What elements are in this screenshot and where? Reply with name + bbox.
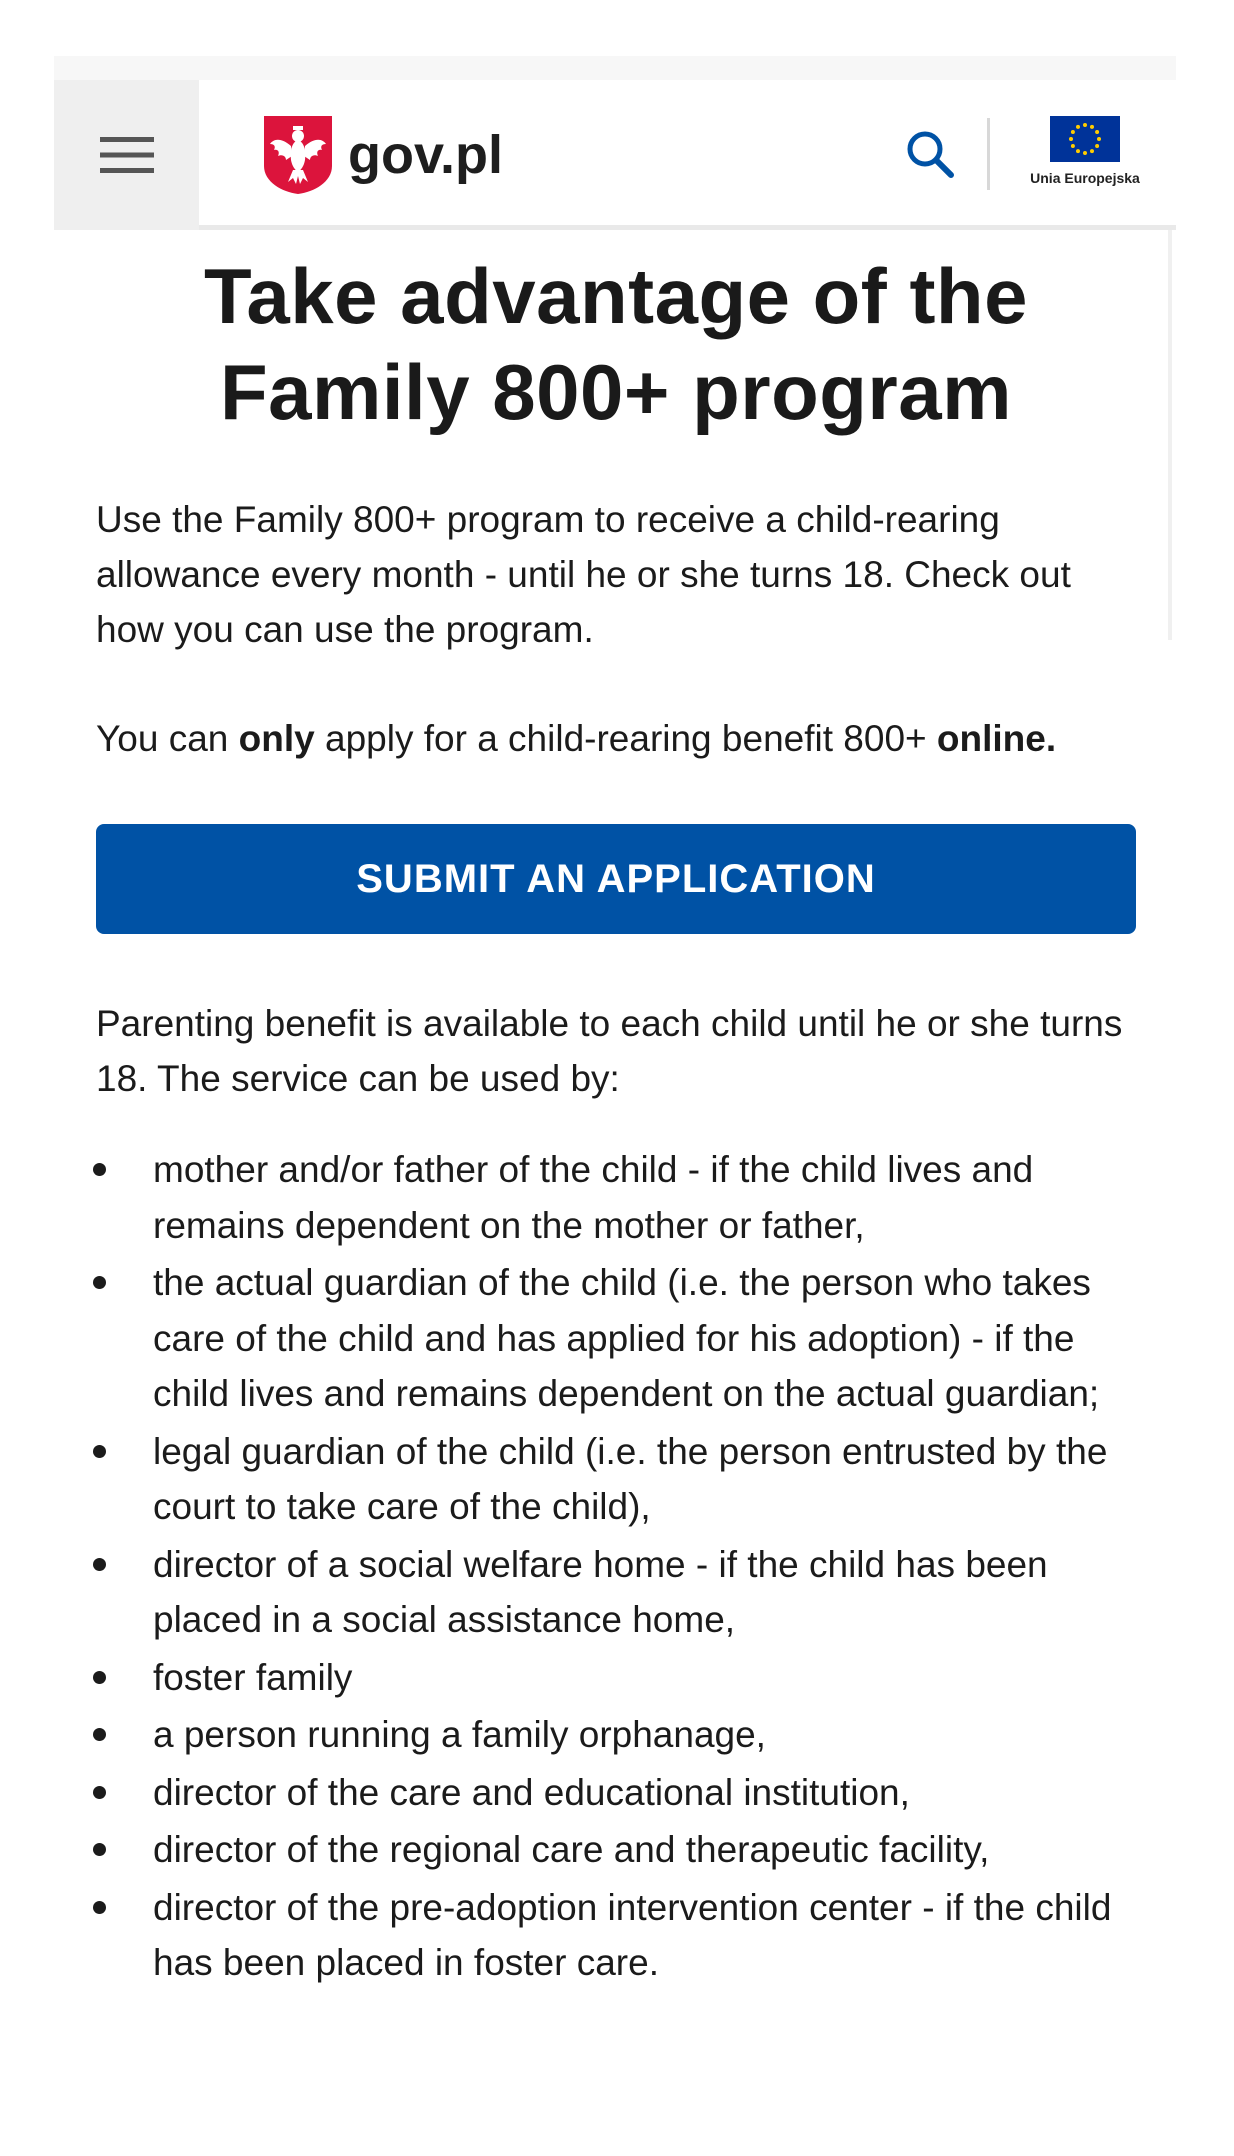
search-icon (905, 129, 955, 179)
list-item: director of the pre-adoption intervention center - if the child has been placed in foster care. (96, 1880, 1136, 1991)
benefit-text: Parenting benefit is available to each child until he or she turns 18. The service can be used by: (96, 1003, 1123, 1099)
notice-bold-online: online. (936, 718, 1057, 759)
intro-text: Use the Family 800+ program to receive a child-rearing allowance every month - until he or she turns 18. Check out how you can use the program. (96, 499, 1071, 650)
site-header (54, 80, 1176, 230)
eu-label: Unia Europejska (1030, 170, 1140, 186)
gov-pl-logo[interactable] (262, 114, 503, 196)
main-content (96, 248, 1136, 1993)
header-divider (987, 118, 990, 190)
list-item: a person running a family orphanage, (96, 1707, 1136, 1763)
eu-badge[interactable] (1010, 116, 1160, 186)
top-strip (54, 56, 1176, 80)
notice-text-2: apply for a child-rearing benefit 800+ (314, 718, 937, 759)
submit-application-button[interactable]: SUBMIT AN APPLICATION (96, 824, 1136, 934)
list-item: director of the regional care and therapeutic facility, (96, 1822, 1136, 1878)
list-item: foster family (96, 1650, 1136, 1706)
eligible-list (96, 1142, 1136, 1991)
polish-eagle-emblem-icon (262, 114, 334, 196)
hamburger-menu-icon (100, 135, 154, 175)
search-button[interactable] (900, 124, 960, 184)
list-item: the actual guardian of the child (i.e. the person who takes care of the child and has applied for his adoption) - if the child lives and remains dependent on the actual guardian; (96, 1255, 1136, 1422)
notice-text-1: You can (96, 718, 239, 759)
list-item: director of a social welfare home - if the child has been placed in a social assistance home, (96, 1537, 1136, 1648)
online-only-notice (96, 711, 1136, 766)
eu-flag-icon (1050, 116, 1120, 162)
logo-text: gov.pl (348, 125, 503, 185)
list-item: mother and/or father of the child - if the child lives and remains dependent on the mother or father, (96, 1142, 1136, 1253)
list-item: director of the care and educational institution, (96, 1765, 1136, 1821)
list-item: legal guardian of the child (i.e. the person entrusted by the court to take care of the child), (96, 1424, 1136, 1535)
menu-button[interactable] (54, 80, 199, 230)
page-title: Take advantage of the Family 800+ program (204, 252, 1028, 436)
notice-bold-only: only (238, 718, 315, 759)
